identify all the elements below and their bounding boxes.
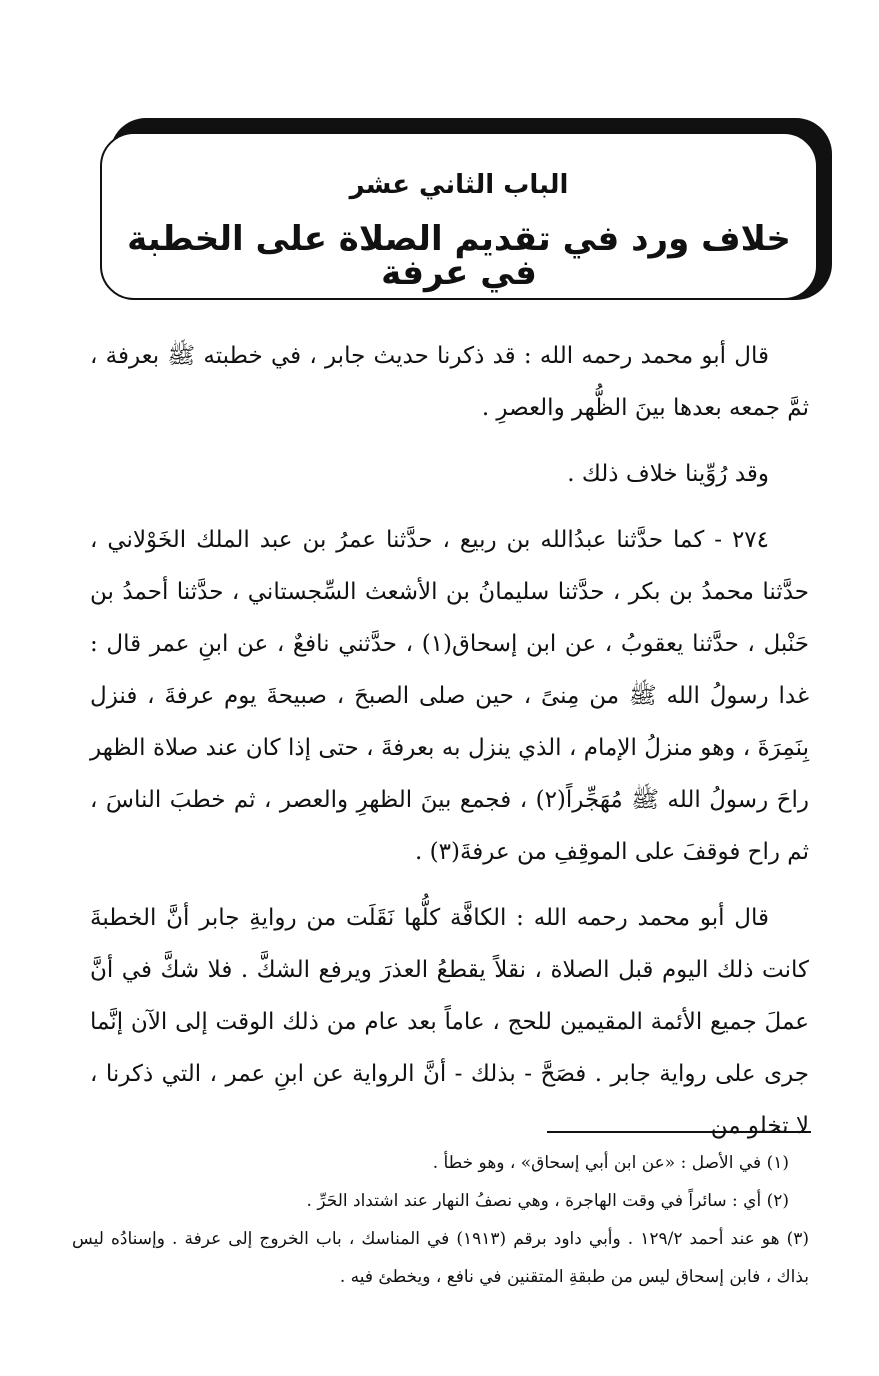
footnote: (١) في الأصل : «عن ابن أبي إسحاق» ، وهو خطأ . xyxy=(432,1153,789,1173)
chapter-title: خلاف ورد في تقديم الصلاة على الخطبة في عرفة xyxy=(127,219,791,293)
chapter-number: الباب الثاني عشر xyxy=(349,170,569,200)
paragraph: وقد رُوِّينا خلاف ذلك . xyxy=(567,461,769,487)
frame-inner xyxy=(100,132,818,300)
chapter-heading-frame xyxy=(100,118,830,302)
main-text xyxy=(90,330,809,1166)
footnote: (٢) أي : سائراً في وقت الهاجرة ، وهي نصفُ النهار عند اشتداد الحَرِّ . xyxy=(306,1191,789,1211)
footnotes xyxy=(72,1144,809,1296)
footnote-separator xyxy=(547,1131,811,1133)
hadith-paragraph: ٢٧٤ - كما حدَّثنا عبدُالله بن ربيع ، حدَّثنا عمرُ بن عبد الملك الخَوْلاني ، حدَّثنا محمدُ بن بكر ، حدَّثنا سليمانُ بن الأشعث السِّجستاني ، حدَّثنا أحمدُ بن حَنْبل ، حدَّثنا يعقوبُ ، عن ابن إسحاق(١) ، حدَّثني نافعٌ ، عن ابنِ عمر قال : غدا رسولُ الله ﷺ من مِنىً ، حين صلى الصبحَ ، صبيحةَ يوم عرفةَ ، فنزل بِنَمِرَةَ ، وهو منزلُ الإمام ، الذي ينزل به بعرفةَ ، حتى إذا كان عند صلاة الظهر راحَ رسولُ الله ﷺ مُهَجِّراً(٢) ، فجمع بينَ الظهرِ والعصر ، ثم خطبَ الناسَ ، ثم راح فوقفَ على الموقِفِ من عرفةَ(٣) . xyxy=(90,527,809,865)
paragraph: قال أبو محمد رحمه الله : قد ذكرنا حديث جابر ، في خطبته ﷺ بعرفة ، ثمَّ جمعه بعدها بينَ الظُّهر والعصرِ . xyxy=(90,343,809,421)
footnote: (٣) هو عند أحمد ١٢٩/٢ . وأبي داود برقم (١٩١٣) في المناسك ، باب الخروج إلى عرفة . وإسنادُه ليس بذاك ، فابن إسحاق ليس من طبقةِ المتقنين في نافع ، ويخطئ فيه . xyxy=(72,1229,809,1287)
paragraph: قال أبو محمد رحمه الله : الكافَّة كلُّها نَقَلَت من روايةِ جابر أنَّ الخطبةَ كانت ذلك اليوم قبل الصلاة ، نقلاً يقطعُ العذرَ ويرفع الشكَّ . فلا شكَّ في أنَّ عملَ جميع الأئمة المقيمين للحج ، عاماً بعد عام من ذلك الوقت إلى الآن إنَّما جرى على رواية جابر . فصَحَّ - بذلك - أنَّ الرواية عن ابنِ عمر ، التي ذكرنا ، لا تخلو من xyxy=(90,905,809,1139)
